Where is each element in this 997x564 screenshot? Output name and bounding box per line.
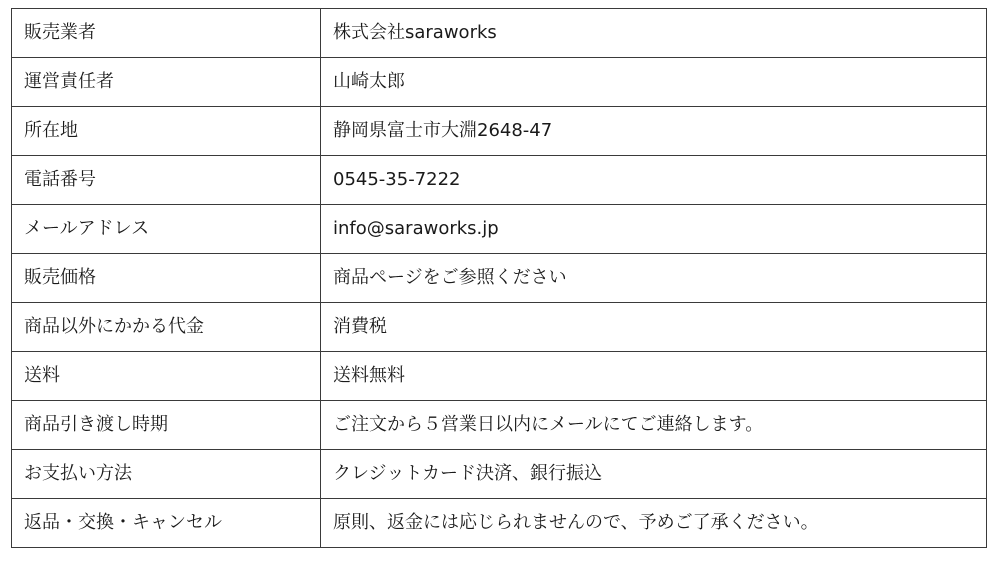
row-label: 返品・交換・キャンセル	[12, 499, 321, 548]
row-label: 商品以外にかかる代金	[12, 303, 321, 352]
row-value: 山崎太郎	[321, 58, 987, 107]
row-label: 送料	[12, 352, 321, 401]
table-row-returns	[12, 499, 987, 548]
row-value: クレジットカード決済、銀行振込	[321, 450, 987, 499]
table-row-extra-fees	[12, 303, 987, 352]
row-value: 原則、返金には応じられませんので、予めご了承ください。	[321, 499, 987, 548]
row-label: 販売価格	[12, 254, 321, 303]
row-label: 商品引き渡し時期	[12, 401, 321, 450]
table-row-email	[12, 205, 987, 254]
table-row-address	[12, 107, 987, 156]
table-row-seller	[12, 9, 987, 58]
table-row-manager	[12, 58, 987, 107]
row-value: 消費税	[321, 303, 987, 352]
seller-info-table	[11, 8, 987, 548]
table-row-phone	[12, 156, 987, 205]
row-label: メールアドレス	[12, 205, 321, 254]
table-row-delivery-time	[12, 401, 987, 450]
row-label: 運営責任者	[12, 58, 321, 107]
row-value: 静岡県富士市大淵2648-47	[321, 107, 987, 156]
row-value: 0545-35-7222	[321, 156, 987, 205]
table-row-payment	[12, 450, 987, 499]
row-label: 電話番号	[12, 156, 321, 205]
table-row-shipping	[12, 352, 987, 401]
row-label: 所在地	[12, 107, 321, 156]
row-value: 送料無料	[321, 352, 987, 401]
row-label: お支払い方法	[12, 450, 321, 499]
row-label: 販売業者	[12, 9, 321, 58]
row-value: info@saraworks.jp	[321, 205, 987, 254]
row-value: 株式会社saraworks	[321, 9, 987, 58]
row-value: ご注文から５営業日以内にメールにてご連絡します。	[321, 401, 987, 450]
table-row-price	[12, 254, 987, 303]
row-value: 商品ページをご参照ください	[321, 254, 987, 303]
